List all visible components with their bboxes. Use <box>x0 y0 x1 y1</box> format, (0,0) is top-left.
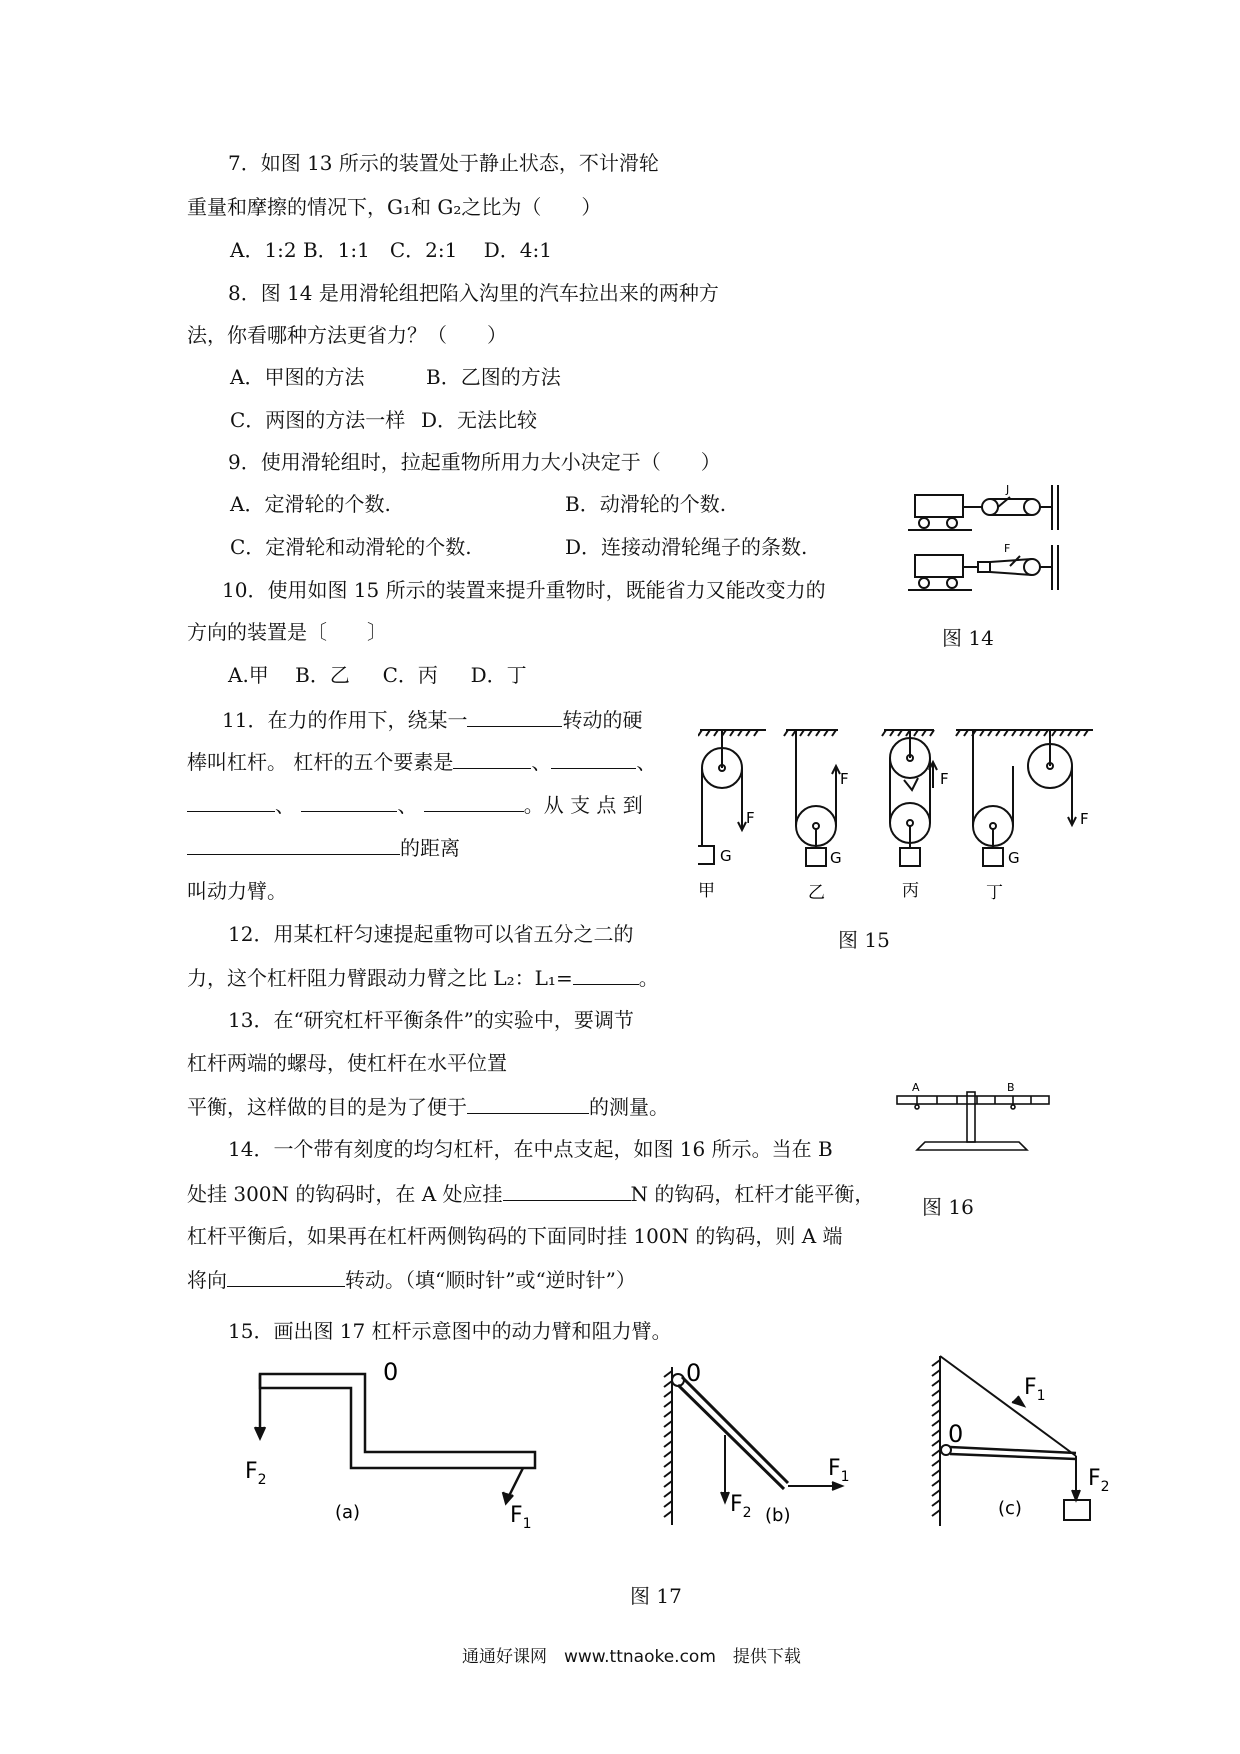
q9-option-d: D．连接动滑轮绳子的条数. <box>565 535 808 559</box>
fig15-bing-F: F <box>940 770 949 788</box>
q11-text-2: 转动的硬 <box>562 708 643 732</box>
q13-blank[interactable] <box>467 1093 589 1114</box>
fig17c-F1: $F_1$ <box>1024 1375 1046 1404</box>
q9-line-1: 9．使用滑轮组时，拉起重物所用力大小决定于（ ） <box>228 450 721 474</box>
q12-end: 。 <box>638 966 659 990</box>
q10-line-1: 10．使用如图 15 所示的装置来提升重物时，既能省力又能改变力的 <box>222 578 826 602</box>
fig15-jia-F: F <box>746 809 755 827</box>
q9-option-a: A．定滑轮的个数. <box>230 492 391 516</box>
q8-option-b: B．乙图的方法 <box>426 365 561 389</box>
q13-text-1: 平衡，这样做的目的是为了便于 <box>187 1095 467 1119</box>
q11-line-5: 叫动力臂。 <box>187 879 287 903</box>
q14-blank-weight[interactable] <box>503 1180 631 1201</box>
q14-line-4 <box>187 1266 636 1293</box>
q11-blank-element-1[interactable] <box>453 748 531 769</box>
fig16-caption: 图 16 <box>922 1195 974 1219</box>
q10-options: A.甲 B．乙 C．丙 D．丁 <box>228 663 527 687</box>
q11-blank-element-4[interactable] <box>301 791 397 812</box>
q11-sep-3: 、 <box>275 793 295 817</box>
fig17c-sublabel: (c) <box>998 1498 1022 1519</box>
fig15-label-jia: 甲 <box>698 881 715 901</box>
fig14-caption: 图 14 <box>942 626 994 650</box>
q15-line-1: 15．画出图 17 杠杆示意图中的动力臂和阻力臂。 <box>228 1319 672 1343</box>
fig15-label-yi: 乙 <box>808 883 825 903</box>
footer-source: 通通好课网 www.ttnaoke.com 提供下载 <box>462 1647 801 1667</box>
q11-line-4 <box>187 834 460 861</box>
fig17a-F2: $F_2$ <box>245 1459 267 1488</box>
fig15-ding-G: G <box>1008 849 1020 867</box>
fig17-caption: 图 17 <box>630 1584 682 1608</box>
fig17b-sublabel: (b) <box>765 1505 791 1526</box>
q7-line-1: 7．如图 13 所示的装置处于静止状态，不计滑轮 <box>228 151 659 175</box>
figure-17c <box>928 1350 1138 1530</box>
q8-option-d: D．无法比较 <box>421 408 538 432</box>
q11-line-1 <box>222 706 642 733</box>
q14-text-3: 将向 <box>187 1268 227 1292</box>
q14-text-2: N 的钩码，杠杆才能平衡， <box>630 1182 875 1206</box>
q14-line-3: 杠杆平衡后，如果再在杠杆两侧钩码的下面同时挂 100N 的钩码，则 A 端 <box>187 1224 843 1248</box>
fig15-jia-G: G <box>720 847 732 865</box>
fig15-caption: 图 15 <box>838 928 890 952</box>
fig17b-F2: $F_2$ <box>730 1492 752 1521</box>
q11-text-5: 的距离 <box>400 836 460 860</box>
fig17c-O: 0 <box>948 1420 964 1448</box>
q14-text-1: 处挂 300N 的钩码时，在 A 处应挂 <box>187 1182 503 1206</box>
q11-sep-4: 、 <box>397 793 418 817</box>
q8-option-a: A．甲图的方法 <box>230 365 365 389</box>
q14-line-1: 14．一个带有刻度的均匀杠杆，在中点支起，如图 16 所示。当在 B <box>228 1137 833 1161</box>
q11-blank-element-5[interactable] <box>424 791 524 812</box>
q11-sep-2: 、 <box>636 750 657 774</box>
q13-line-1: 13．在“研究杠杆平衡条件”的实验中，要调节 <box>228 1008 634 1032</box>
q11-text-3: 棒叫杠杆。 杠杆的五个要素是 <box>187 750 454 774</box>
fig14-label-bottom: F <box>1004 542 1011 555</box>
q11-line-2 <box>187 748 656 775</box>
q7-options: A．1:2 B．1:1 C．2:1 D．4:1 <box>230 238 552 262</box>
q11-blank-element-3[interactable] <box>187 791 275 812</box>
fig16-label-A: A <box>912 1081 920 1094</box>
q11-text-1: 11．在力的作用下，绕某一 <box>222 708 468 732</box>
q12-blank-ratio[interactable] <box>573 964 639 985</box>
q13-line-2: 杠杆两端的螺母，使杠杆在水平位置 <box>187 1051 507 1075</box>
q7-line-2: 重量和摩擦的情况下，G₁和 G₂之比为（ ） <box>187 195 602 219</box>
fig17b-F1: $F_1$ <box>828 1456 850 1485</box>
fig17c-F2: $F_2$ <box>1088 1466 1110 1495</box>
q9-option-c: C．定滑轮和动滑轮的个数. <box>230 535 472 559</box>
q14-blank-direction[interactable] <box>227 1266 345 1287</box>
fig15-yi-F: F <box>840 770 849 788</box>
q9-option-b: B．动滑轮的个数. <box>565 492 727 516</box>
q12-line-2 <box>187 964 659 991</box>
fig17a-sublabel: (a) <box>335 1502 361 1523</box>
fig15-ding-F: F <box>1080 810 1089 828</box>
fig15-yi-G: G <box>830 849 842 867</box>
figure-17a <box>235 1360 555 1540</box>
fig15-label-ding: 丁 <box>986 883 1003 903</box>
q12-text: 力，这个杠杆阻力臂跟动力臂之比 L₂：L₁= <box>187 966 573 990</box>
q8-line-1: 8．图 14 是用滑轮组把陷入沟里的汽车拉出来的两种方 <box>228 281 719 305</box>
q11-blank-axis[interactable] <box>467 706 562 727</box>
figure-17b <box>660 1355 880 1535</box>
q13-text-2: 的测量。 <box>589 1095 669 1119</box>
q14-line-2 <box>187 1180 874 1207</box>
q11-blank-distance[interactable] <box>187 834 400 855</box>
q8-line-2: 法，你看哪种方法更省力？（ ） <box>187 323 507 347</box>
q11-text-4: 。从 支 点 到 <box>523 793 643 817</box>
q14-text-4: 转动。（填“顺时针”或“逆时针”） <box>345 1268 636 1292</box>
q11-line-3 <box>187 791 643 818</box>
fig17b-O: 0 <box>686 1359 702 1387</box>
q12-line-1: 12．用某杠杆匀速提起重物可以省五分之二的 <box>228 922 634 946</box>
figure-14 <box>900 480 1095 605</box>
q11-blank-element-2[interactable] <box>551 748 636 769</box>
fig17a-O: 0 <box>383 1360 399 1386</box>
figure-16 <box>895 1080 1055 1160</box>
fig15-label-bing: 丙 <box>902 881 919 901</box>
q11-sep-1: 、 <box>531 750 552 774</box>
fig14-label-top: J <box>1006 483 1010 496</box>
fig17a-F1: $F_1$ <box>510 1503 532 1532</box>
q10-line-2: 方向的装置是〔 〕 <box>187 620 387 644</box>
q8-option-c: C．两图的方法一样 <box>230 408 406 432</box>
q13-line-3 <box>187 1093 669 1120</box>
fig16-label-B: B <box>1007 1081 1015 1094</box>
figure-15 <box>698 728 1118 918</box>
